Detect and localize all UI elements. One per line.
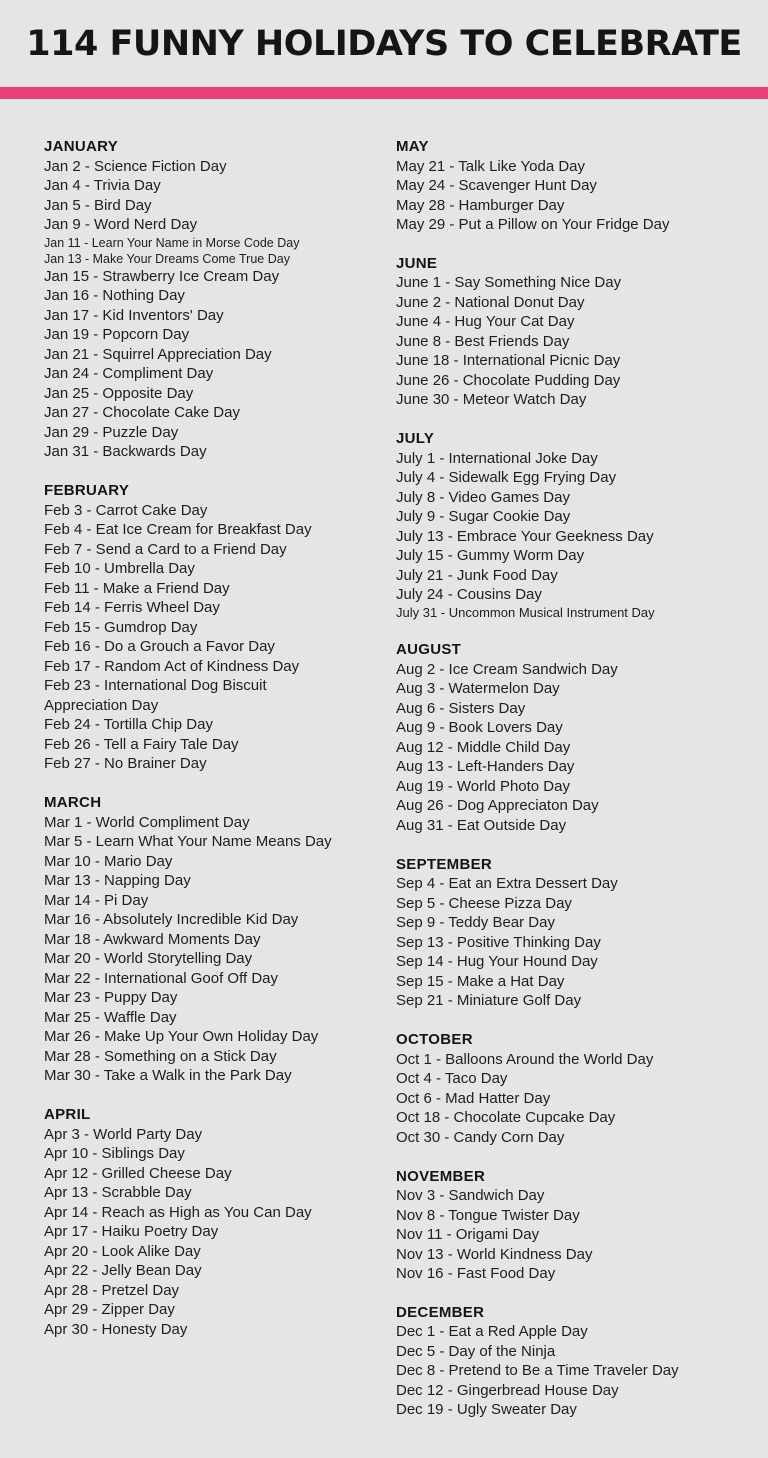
holiday-item: Sep 13 - Positive Thinking Day xyxy=(396,933,601,951)
month-section-june xyxy=(396,254,761,410)
holiday-item: Jan 25 - Opposite Day xyxy=(44,384,194,402)
month-heading: MAY xyxy=(396,138,429,155)
holiday-item: Feb 3 - Carrot Cake Day xyxy=(44,501,208,519)
holiday-item: Aug 9 - Book Lovers Day xyxy=(396,719,563,737)
month-heading: JUNE xyxy=(396,254,438,272)
holiday-item: Nov 3 - Sandwich Day xyxy=(396,1187,545,1205)
holiday-item: Feb 11 - Make a Friend Day xyxy=(44,579,230,597)
month-section-december xyxy=(396,1303,761,1420)
holiday-item: Feb 15 - Gumdrop Day xyxy=(44,618,198,636)
holiday-item: Apr 30 - Honesty Day xyxy=(44,1320,188,1338)
month-heading: AUGUST xyxy=(396,641,462,659)
holiday-item: Jan 15 - Strawberry Ice Cream Day xyxy=(44,267,280,285)
month-heading: JANUARY xyxy=(44,138,119,155)
holiday-item: Aug 19 - World Photo Day xyxy=(396,777,570,795)
holiday-item: Aug 12 - Middle Child Day xyxy=(396,738,571,756)
holiday-item: Mar 23 - Puppy Day xyxy=(44,989,178,1007)
holiday-item: June 26 - Chocolate Pudding Day xyxy=(396,371,621,389)
holiday-item: Sep 14 - Hug Your Hound Day xyxy=(396,953,598,971)
holiday-item: June 4 - Hug Your Cat Day xyxy=(396,313,575,331)
holiday-item: Aug 31 - Eat Outside Day xyxy=(396,816,567,834)
holiday-item: Oct 1 - Balloons Around the World Day xyxy=(396,1050,654,1068)
holiday-item: Nov 11 - Origami Day xyxy=(396,1226,540,1244)
holiday-item: July 1 - International Joke Day xyxy=(396,449,598,467)
holiday-item: Jan 24 - Compliment Day xyxy=(44,365,214,383)
holiday-item: May 28 - Hamburger Day xyxy=(396,196,565,214)
holiday-item: Sep 4 - Eat an Extra Dessert Day xyxy=(396,875,618,893)
holiday-item: Sep 21 - Miniature Golf Day xyxy=(396,992,582,1010)
month-section-march xyxy=(44,793,384,1086)
holiday-item: May 29 - Put a Pillow on Your Fridge Day xyxy=(396,216,670,233)
holiday-item: Apr 17 - Haiku Poetry Day xyxy=(44,1223,219,1241)
month-section-september xyxy=(396,855,761,1011)
holiday-item: Dec 5 - Day of the Ninja xyxy=(396,1342,556,1360)
holiday-item: June 2 - National Donut Day xyxy=(396,293,585,311)
holiday-item: Aug 13 - Left-Handers Day xyxy=(396,758,575,776)
holiday-item: Jan 17 - Kid Inventors' Day xyxy=(44,306,224,324)
holiday-item: Aug 26 - Dog Appreciaton Day xyxy=(396,797,599,815)
holiday-item: Feb 14 - Ferris Wheel Day xyxy=(44,599,220,617)
holiday-item: Apr 10 - Siblings Day xyxy=(44,1145,185,1163)
holiday-item: Mar 18 - Awkward Moments Day xyxy=(44,930,261,948)
holiday-item: Jan 11 - Learn Your Name in Morse Code Day xyxy=(44,235,300,250)
holiday-item: Feb 4 - Eat Ice Cream for Breakfast Day xyxy=(44,521,312,539)
holiday-item: Dec 1 - Eat a Red Apple Day xyxy=(396,1323,588,1341)
holiday-item: Apr 28 - Pretzel Day xyxy=(44,1281,180,1299)
holiday-item: Apr 3 - World Party Day xyxy=(44,1125,203,1143)
holiday-item: Jan 13 - Make Your Dreams Come True Day xyxy=(44,251,290,266)
holiday-item: Jan 2 - Science Fiction Day xyxy=(44,157,227,175)
month-heading: FEBRUARY xyxy=(44,482,130,500)
month-section-may xyxy=(396,137,761,235)
month-heading: APRIL xyxy=(44,1106,91,1124)
holiday-item: Oct 18 - Chocolate Cupcake Day xyxy=(396,1109,616,1127)
holiday-item: Apr 14 - Reach as High as You Can Day xyxy=(44,1203,312,1221)
holiday-item: Jan 31 - Backwards Day xyxy=(44,443,207,461)
holiday-item: July 13 - Embrace Your Geekness Day xyxy=(396,527,654,545)
right-column xyxy=(396,137,761,1439)
holiday-item: Mar 26 - Make Up Your Own Holiday Day xyxy=(44,1028,319,1046)
holiday-item: Nov 16 - Fast Food Day xyxy=(396,1265,556,1283)
holiday-item: Mar 22 - International Goof Off Day xyxy=(44,969,279,987)
holiday-item: Feb 26 - Tell a Fairy Tale Day xyxy=(44,735,239,753)
holiday-item: Feb 7 - Send a Card to a Friend Day xyxy=(44,540,287,558)
month-section-january xyxy=(44,137,384,462)
holiday-item: Feb 17 - Random Act of Kindness Day xyxy=(44,657,300,675)
holiday-item: June 1 - Say Something Nice Day xyxy=(396,274,622,292)
month-heading: DECEMBER xyxy=(396,1303,485,1321)
holiday-item: Apr 12 - Grilled Cheese Day xyxy=(44,1164,232,1182)
holiday-item: July 8 - Video Games Day xyxy=(396,488,570,506)
holiday-item: Sep 5 - Cheese Pizza Day xyxy=(396,894,572,912)
holiday-item: Feb 23 - International Dog Biscuit xyxy=(44,677,267,695)
holiday-item: Mar 10 - Mario Day xyxy=(44,852,173,870)
holiday-item: Apr 29 - Zipper Day xyxy=(44,1301,175,1319)
holiday-item: Oct 4 - Taco Day xyxy=(396,1070,508,1088)
holiday-item: July 31 - Uncommon Musical Instrument Day xyxy=(396,604,655,620)
holiday-item: Apr 20 - Look Alike Day xyxy=(44,1242,201,1260)
holiday-item: Feb 16 - Do a Grouch a Favor Day xyxy=(44,638,275,656)
accent-bar xyxy=(0,87,768,99)
holiday-item: Jan 4 - Trivia Day xyxy=(44,177,161,194)
holiday-item: Oct 30 - Candy Corn Day xyxy=(396,1128,565,1146)
holiday-item: Nov 8 - Tongue Twister Day xyxy=(396,1206,580,1224)
holiday-item: Sep 15 - Make a Hat Day xyxy=(396,972,565,990)
holiday-item: July 15 - Gummy Worm Day xyxy=(396,547,585,565)
holiday-item: Oct 6 - Mad Hatter Day xyxy=(396,1089,551,1107)
holiday-item: Aug 6 - Sisters Day xyxy=(396,699,526,717)
holiday-item: Mar 1 - World Compliment Day xyxy=(44,813,250,831)
holiday-item: May 21 - Talk Like Yoda Day xyxy=(396,157,586,175)
holiday-item: Feb 10 - Umbrella Day xyxy=(44,560,195,578)
holiday-item: Feb 24 - Tortilla Chip Day xyxy=(44,716,213,734)
holiday-item: Appreciation Day xyxy=(44,696,159,714)
month-heading: MARCH xyxy=(44,794,102,812)
holiday-item: June 30 - Meteor Watch Day xyxy=(396,391,587,409)
holiday-item: Jan 16 - Nothing Day xyxy=(44,287,185,305)
holiday-item: Mar 30 - Take a Walk in the Park Day xyxy=(44,1067,292,1085)
holiday-item: Dec 19 - Ugly Sweater Day xyxy=(396,1401,577,1419)
holiday-item: Jan 21 - Squirrel Appreciation Day xyxy=(44,345,272,363)
holiday-item: Aug 3 - Watermelon Day xyxy=(396,680,560,698)
holiday-item: Jan 9 - Word Nerd Day xyxy=(44,216,198,233)
month-heading: OCTOBER xyxy=(396,1031,473,1049)
month-section-october xyxy=(396,1030,761,1147)
holiday-item: Sep 9 - Teddy Bear Day xyxy=(396,914,555,932)
holiday-item: Apr 13 - Scrabble Day xyxy=(44,1184,192,1202)
holiday-item: July 21 - Junk Food Day xyxy=(396,566,558,584)
month-heading: SEPTEMBER xyxy=(396,855,493,873)
holiday-item: June 18 - International Picnic Day xyxy=(396,352,621,370)
holiday-item: Mar 16 - Absolutely Incredible Kid Day xyxy=(44,911,299,929)
holiday-item: Mar 28 - Something on a Stick Day xyxy=(44,1047,277,1065)
left-column xyxy=(44,137,384,1358)
holiday-item: Aug 2 - Ice Cream Sandwich Day xyxy=(396,660,618,678)
month-heading: JULY xyxy=(396,430,435,448)
holiday-item: Jan 29 - Puzzle Day xyxy=(44,423,179,441)
holiday-item: Mar 20 - World Storytelling Day xyxy=(44,950,253,968)
holiday-item: July 9 - Sugar Cookie Day xyxy=(396,508,571,526)
month-section-april xyxy=(44,1105,384,1339)
holiday-item: May 24 - Scavenger Hunt Day xyxy=(396,177,597,194)
holiday-item: Jan 27 - Chocolate Cake Day xyxy=(44,404,240,422)
holiday-item: Jan 5 - Bird Day xyxy=(44,196,152,214)
holiday-item: Dec 8 - Pretend to Be a Time Traveler Day xyxy=(396,1362,679,1380)
holiday-item: Mar 5 - Learn What Your Name Means Day xyxy=(44,833,332,851)
month-section-july xyxy=(396,429,761,621)
holiday-item: Feb 27 - No Brainer Day xyxy=(44,755,207,773)
holiday-item: July 24 - Cousins Day xyxy=(396,586,542,604)
holiday-item: Mar 14 - Pi Day xyxy=(44,891,149,909)
holiday-item: Jan 19 - Popcorn Day xyxy=(44,326,190,344)
month-section-august xyxy=(396,640,761,835)
month-section-february xyxy=(44,481,384,774)
holiday-item: Apr 22 - Jelly Bean Day xyxy=(44,1262,202,1280)
month-section-november xyxy=(396,1167,761,1284)
holiday-item: Dec 12 - Gingerbread House Day xyxy=(396,1381,619,1399)
holiday-item: June 8 - Best Friends Day xyxy=(396,332,570,350)
page-title: 114 FUNNY HOLIDAYS TO CELEBRATE xyxy=(26,24,742,64)
holiday-item: July 4 - Sidewalk Egg Frying Day xyxy=(396,469,617,487)
holiday-item: Nov 13 - World Kindness Day xyxy=(396,1245,593,1263)
holiday-item: Mar 25 - Waffle Day xyxy=(44,1008,177,1026)
holiday-item: Mar 13 - Napping Day xyxy=(44,872,191,890)
month-heading: NOVEMBER xyxy=(396,1167,486,1185)
